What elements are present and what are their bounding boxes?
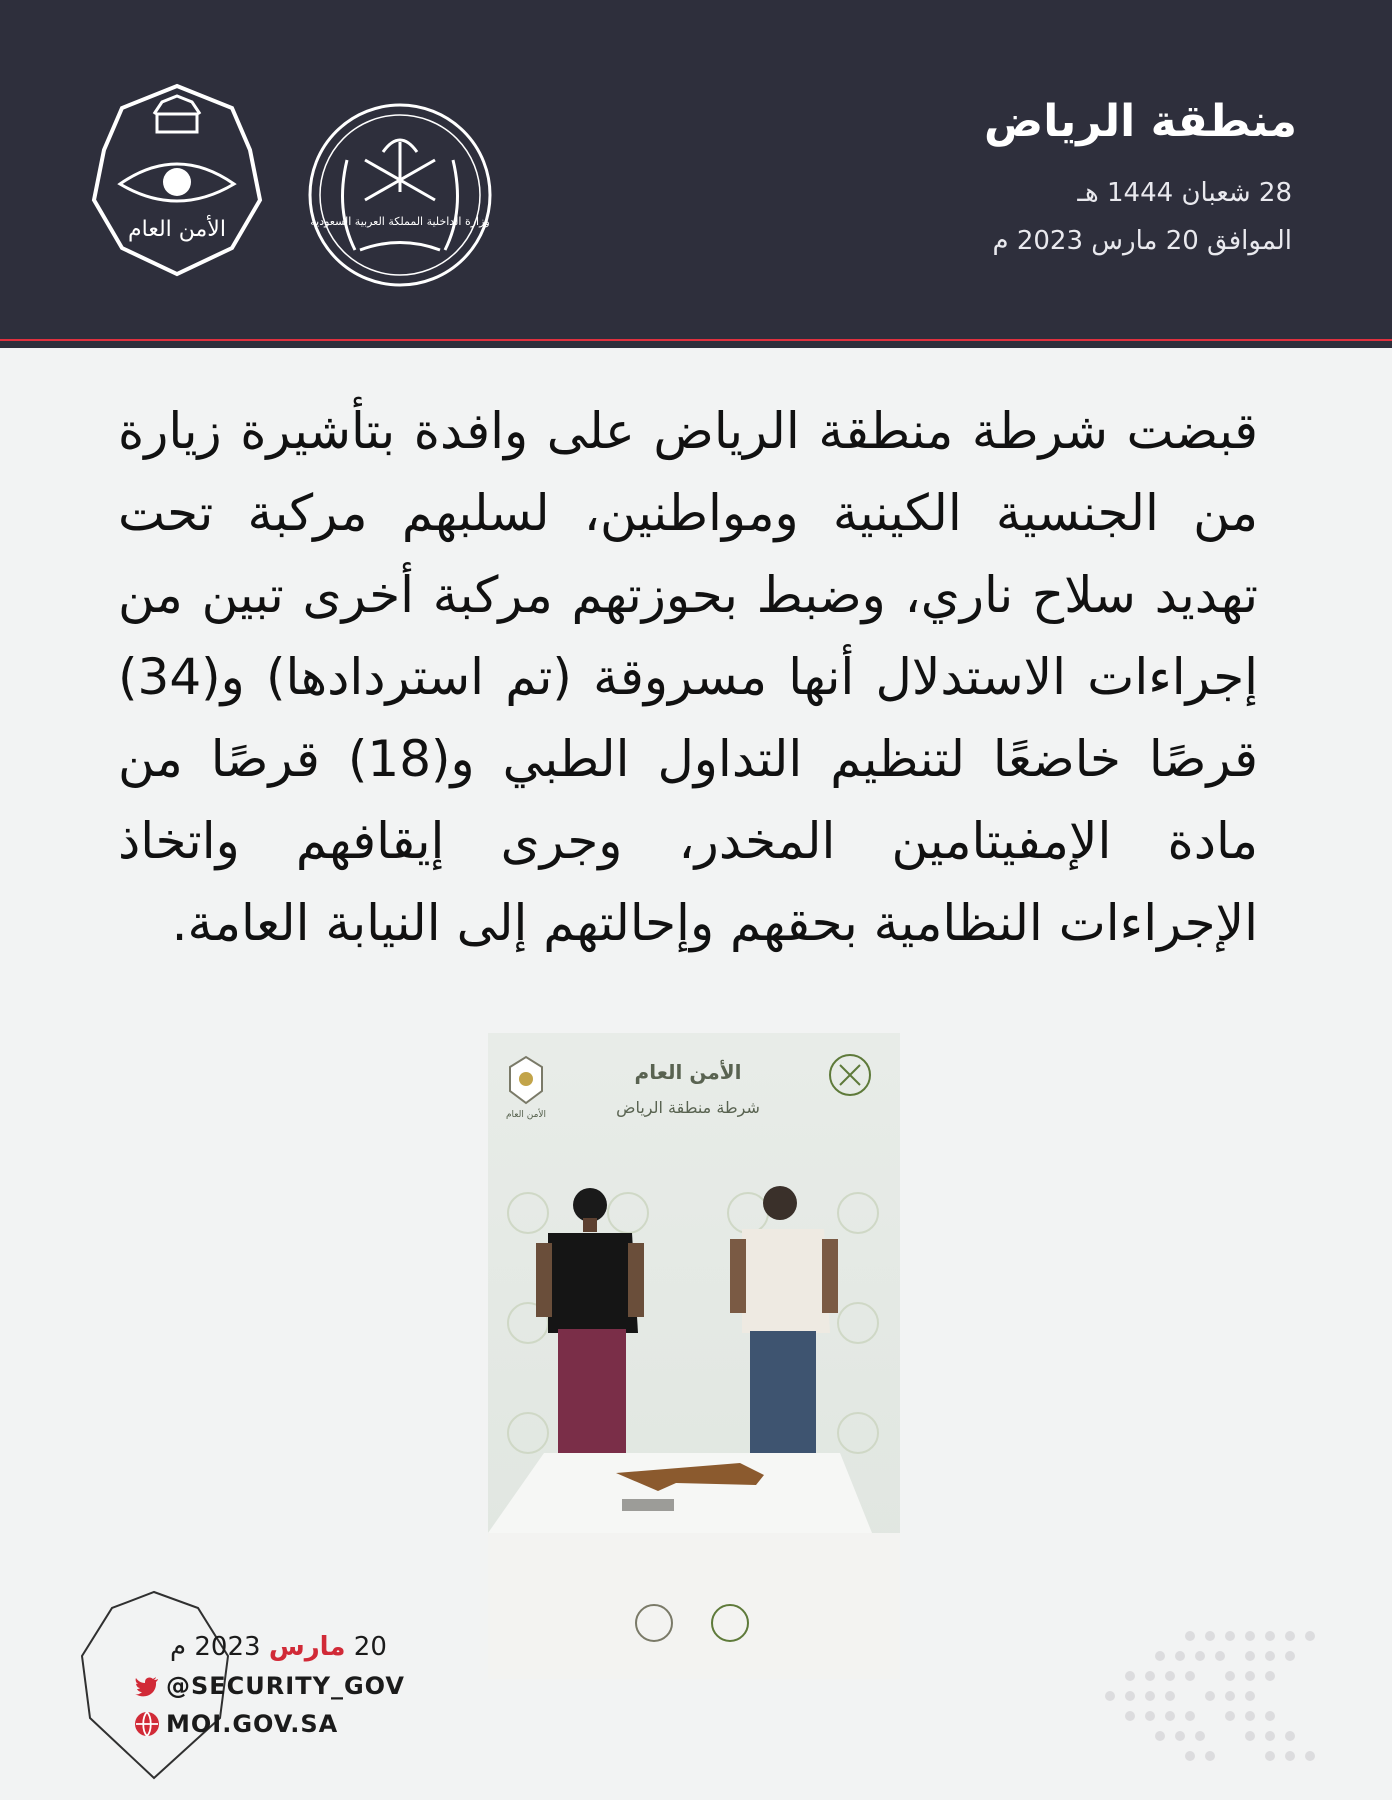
footer-date-day: 20: [353, 1632, 387, 1662]
footer-date-month: مارس: [268, 1632, 346, 1662]
wall-shield-label: الأمن العام: [505, 1110, 547, 1120]
public-security-shield-icon: [82, 80, 272, 280]
hijri-date: 28 شعبان 1444 هـ: [1077, 178, 1292, 208]
footer-twitter[interactable]: [134, 1672, 405, 1700]
article-body: قبضت شرطة منطقة الرياض على وافدة بتأشيرة زيارة من الجنسية الكينية ومواطنين، لسلبهم مركبة تحت تهديد سلاح ناري، وضبط بحوزتهم مركبة أخرى تبين من إجراءات الاستدلال أنها مسروقة (تم استردادها) و(34) قرصًا خاضعًا لتنظيم التداول الطبي و(18) قرصًا من مادة الإمفيتامين المخدر، وجرى إيقافهم واتخاذ الإجراءات النظامية بحقهم وإحالتهم إلى النيابة العامة.: [118, 402, 1258, 952]
emblem-label: وزارة الداخلية المملكة العربية السعودية: [310, 215, 490, 228]
gregorian-date: الموافق 20 مارس 2023 م: [992, 226, 1292, 256]
footer-website[interactable]: [134, 1710, 338, 1738]
evidence-table: [488, 1453, 900, 1679]
footer-date-year: 2023 م: [170, 1632, 261, 1662]
wall-title: الأمن العام: [634, 1060, 742, 1084]
footer-date: [170, 1632, 387, 1662]
twitter-icon: [134, 1673, 160, 1699]
dot-pattern-decoration: [1100, 1622, 1320, 1762]
region-title: منطقة الرياض: [984, 96, 1297, 147]
website-url[interactable]: MOI.GOV.SA: [166, 1710, 339, 1738]
ministry-emblem-icon: [305, 100, 495, 290]
header-divider: [0, 330, 1392, 348]
wall-subtitle: شرطة منطقة الرياض: [616, 1098, 760, 1117]
globe-icon: [134, 1711, 160, 1737]
twitter-handle[interactable]: @SECURITY_GOV: [166, 1672, 405, 1700]
shield-label: الأمن العام: [128, 217, 226, 242]
suspects-photo: [488, 1033, 900, 1679]
